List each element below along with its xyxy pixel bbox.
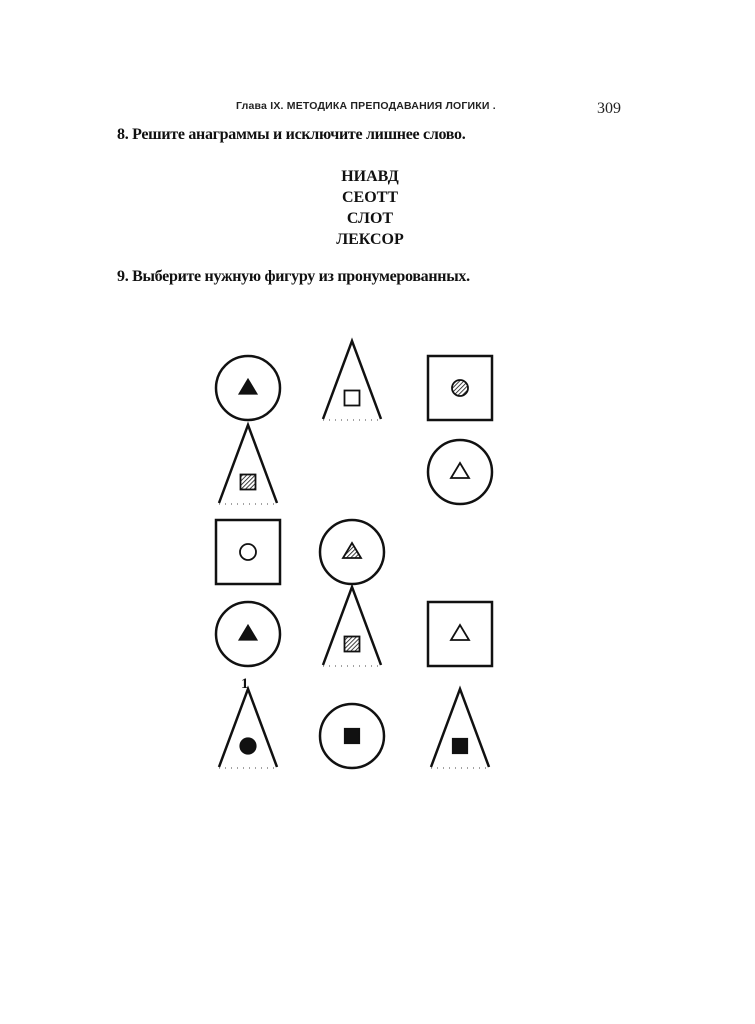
outer-triangle xyxy=(323,341,381,419)
answer-label-1: 1 xyxy=(241,676,249,692)
inner-circle xyxy=(240,738,256,754)
figure-cell xyxy=(428,356,492,420)
anagram-word: НИАВД xyxy=(341,168,399,185)
outer-triangle xyxy=(323,587,381,665)
inner-square xyxy=(345,729,360,744)
inner-triangle xyxy=(239,625,257,640)
inner-square xyxy=(345,637,360,652)
inner-square xyxy=(241,475,256,490)
anagram-word: СЕОТТ xyxy=(341,189,398,206)
anagram-word: СЛОТ xyxy=(346,210,394,227)
figure-cell xyxy=(216,356,280,420)
outer-triangle xyxy=(219,689,277,767)
figure-cell xyxy=(323,587,381,666)
figure-cell xyxy=(320,704,384,768)
figure-cell xyxy=(320,520,384,584)
figure-cell xyxy=(428,602,492,666)
figure-cell xyxy=(428,440,492,504)
figure-cell xyxy=(216,520,280,584)
figure-cell xyxy=(219,689,277,768)
outer-triangle xyxy=(219,425,277,503)
inner-triangle xyxy=(343,543,361,558)
outer-triangle xyxy=(431,689,489,767)
figure-cell xyxy=(323,341,381,420)
running-head: Глава IX. МЕТОДИКА ПРЕПОДАВАНИЯ ЛОГИКИ . xyxy=(236,100,496,112)
task-8-number: 8. xyxy=(117,126,129,143)
inner-circle xyxy=(452,380,468,396)
task-9-text: Выберите нужную фигуру из пронумерованных. xyxy=(132,268,470,285)
inner-square xyxy=(345,391,360,406)
figure-cell xyxy=(431,689,489,768)
inner-circle xyxy=(240,544,256,560)
inner-triangle xyxy=(451,625,469,640)
page-number: 309 xyxy=(597,100,621,117)
inner-triangle xyxy=(239,379,257,394)
figure-cell xyxy=(219,425,277,504)
task-8-text: Решите анаграммы и исключите лишнее слово. xyxy=(132,126,466,143)
figure-cell xyxy=(216,602,280,666)
inner-triangle xyxy=(451,463,469,478)
anagram-word: ЛЕКСОР xyxy=(336,231,404,248)
task-9-number: 9. xyxy=(117,268,129,285)
inner-square xyxy=(453,739,468,754)
